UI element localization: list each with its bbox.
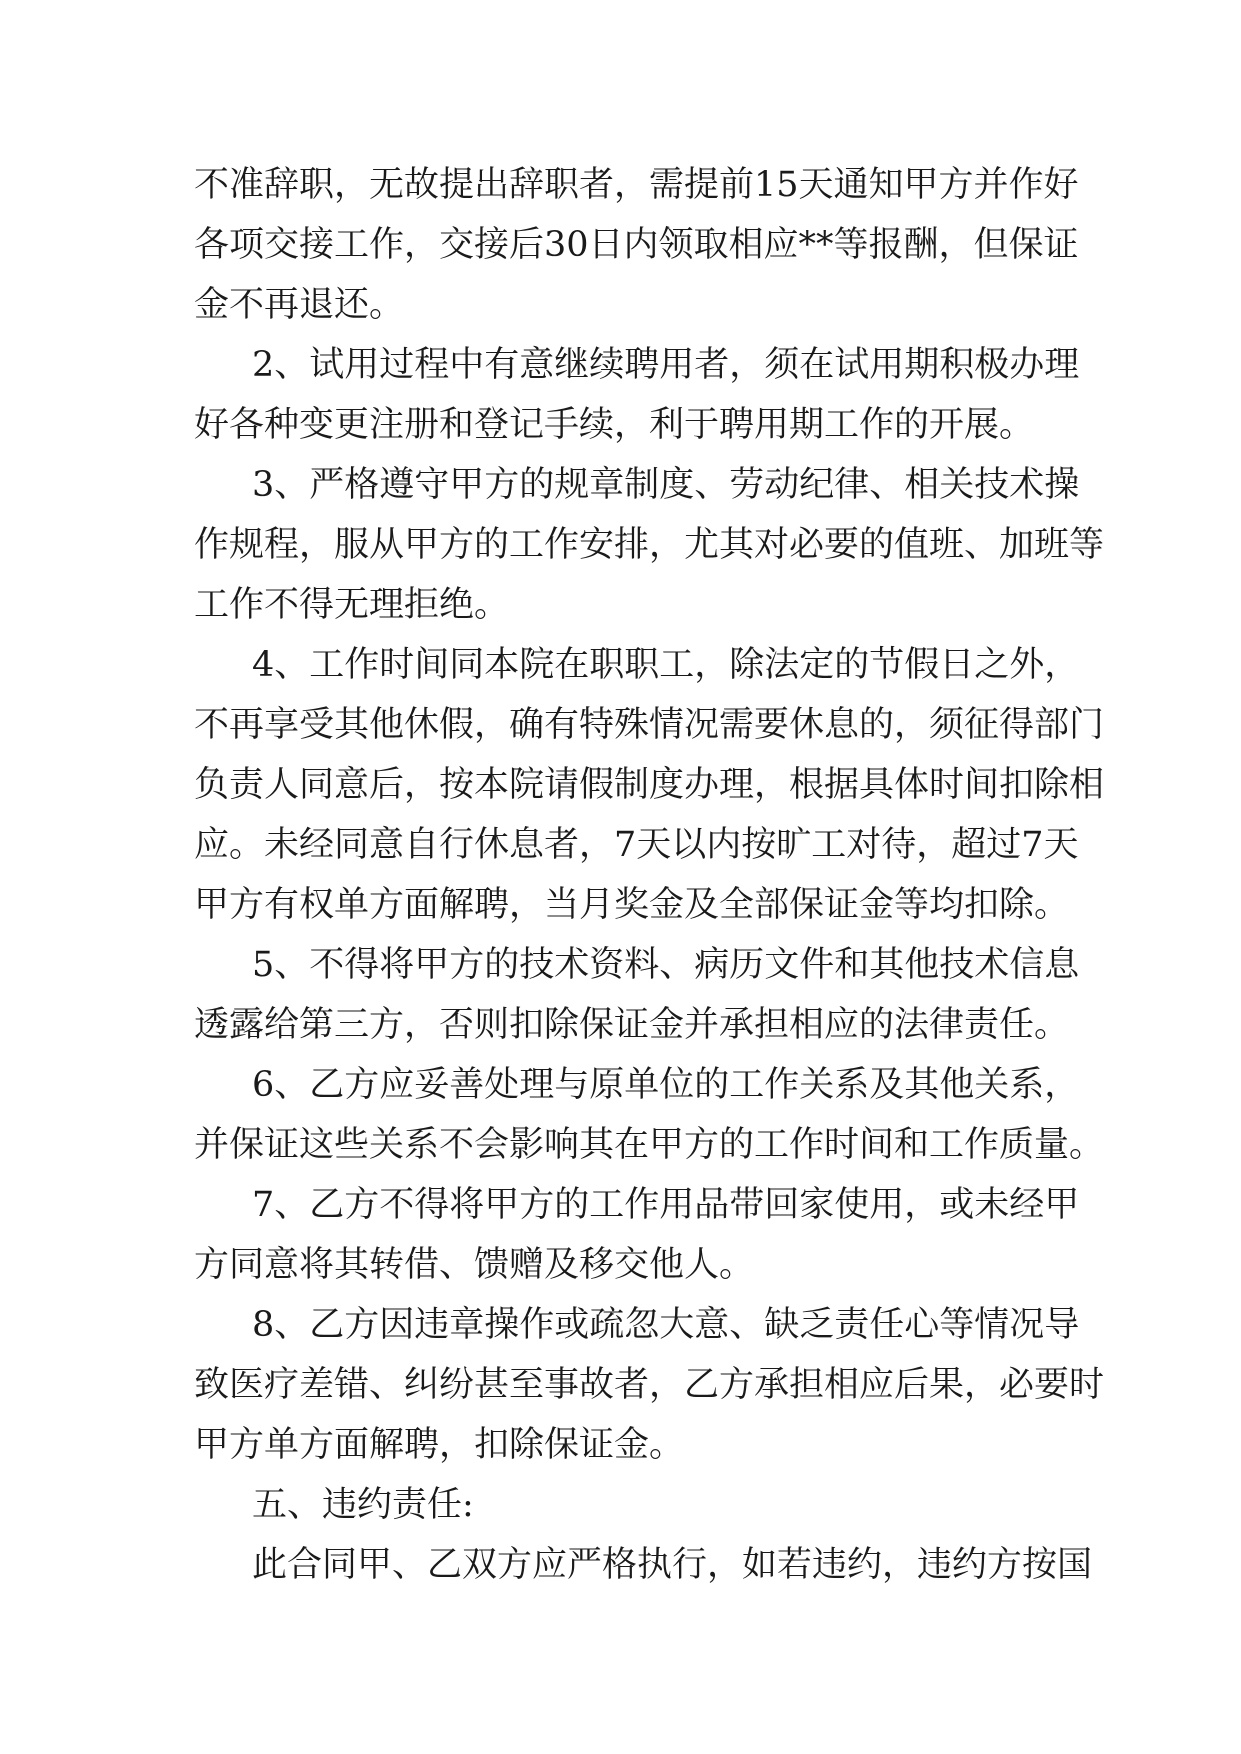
text-line: 致医疗差错、纠纷甚至事故者，乙方承担相应后果，必要时 — [194, 1365, 1105, 1405]
text-line: 甲方单方面解聘，扣除保证金。 — [194, 1425, 685, 1465]
text-line: 透露给第三方，否则扣除保证金并承担相应的法律责任。 — [194, 1005, 1070, 1045]
text-line: 各项交接工作，交接后30日内领取相应**等报酬，但保证 — [194, 225, 1079, 265]
text-line: 作规程，服从甲方的工作安排，尤其对必要的值班、加班等 — [194, 525, 1105, 565]
text-line: 8、乙方因违章操作或疏忽大意、缺乏责任心等情况导 — [252, 1305, 1080, 1345]
text-line: 此合同甲、乙双方应严格执行，如若违约，违约方按国 — [252, 1545, 1093, 1585]
text-line: 负责人同意后，按本院请假制度办理，根据具体时间扣除相 — [194, 765, 1105, 805]
text-line: 6、乙方应妥善处理与原单位的工作关系及其他关系， — [252, 1065, 1080, 1105]
text-line: 7、乙方不得将甲方的工作用品带回家使用，或未经甲 — [252, 1185, 1080, 1225]
text-line: 方同意将其转借、馈赠及移交他人。 — [194, 1245, 755, 1285]
text-line: 好各种变更注册和登记手续，利于聘用期工作的开展。 — [194, 405, 1035, 445]
text-line: 应。未经同意自行休息者，7天以内按旷工对待，超过7天 — [194, 825, 1079, 865]
text-line: 工作不得无理拒绝。 — [194, 585, 510, 625]
section-heading: 五、违约责任: — [252, 1485, 474, 1525]
text-line: 金不再退还。 — [194, 285, 405, 325]
text-line: 5、不得将甲方的技术资料、病历文件和其他技术信息 — [252, 945, 1080, 985]
text-line: 3、严格遵守甲方的规章制度、劳动纪律、相关技术操 — [252, 465, 1080, 505]
text-line: 甲方有权单方面解聘，当月奖金及全部保证金等均扣除。 — [194, 885, 1070, 925]
text-line: 不准辞职，无故提出辞职者，需提前15天通知甲方并作好 — [194, 165, 1079, 205]
text-line: 并保证这些关系不会影响其在甲方的工作时间和工作质量。 — [194, 1125, 1105, 1165]
text-line: 不再享受其他休假，确有特殊情况需要休息的，须征得部门 — [194, 705, 1105, 745]
text-line: 4、工作时间同本院在职职工，除法定的节假日之外， — [252, 645, 1080, 685]
text-line: 2、试用过程中有意继续聘用者，须在试用期积极办理 — [252, 345, 1080, 385]
